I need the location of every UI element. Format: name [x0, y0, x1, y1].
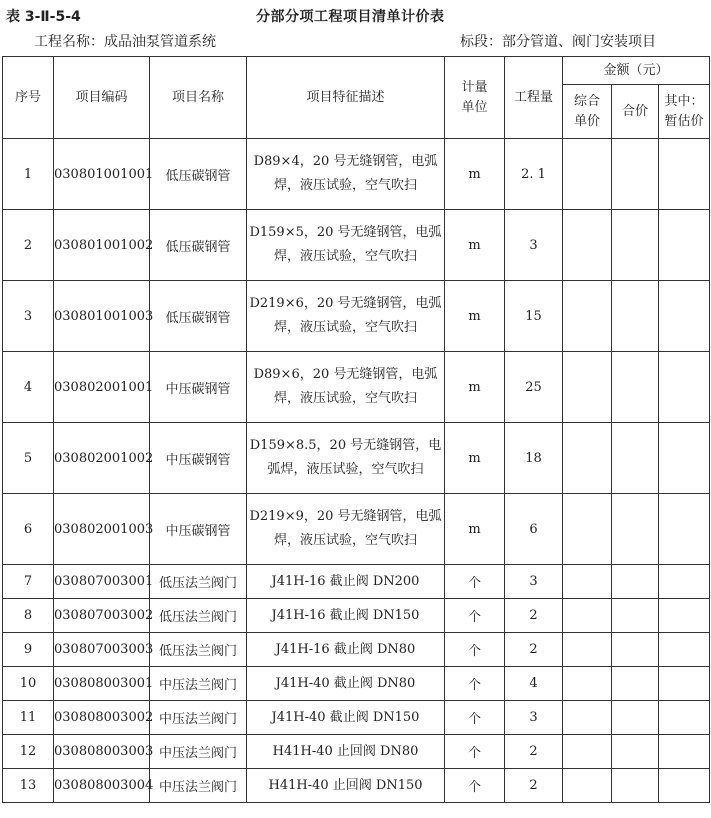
- table-caption: [0, 0, 711, 30]
- cell-qty: 3: [505, 210, 563, 281]
- cell-estimate: [659, 565, 710, 599]
- cell-estimate: [659, 352, 710, 423]
- cell-code: 030808003002: [54, 701, 150, 735]
- cell-qty: 3: [505, 565, 563, 599]
- header-total: 合价: [612, 85, 659, 139]
- cell-unit-price: [563, 210, 612, 281]
- cell-unit: 个: [445, 769, 505, 803]
- cell-name: 低压法兰阀门: [150, 633, 247, 667]
- cell-estimate: [659, 281, 710, 352]
- cell-unit-price: [563, 565, 612, 599]
- cell-seq: 7: [3, 565, 54, 599]
- project-name: 工程名称：成品油泵管道系统: [34, 34, 216, 50]
- table-row: [3, 210, 710, 281]
- table-row: [3, 565, 710, 599]
- header-unit-price-line2: 单价: [573, 113, 600, 129]
- cell-code: 030808003001: [54, 667, 150, 701]
- cell-unit-price: [563, 735, 612, 769]
- cell-seq: 12: [3, 735, 54, 769]
- cell-seq: 8: [3, 599, 54, 633]
- cell-code: 030802001003: [54, 494, 150, 565]
- cell-unit-price: [563, 599, 612, 633]
- cell-code: 030802001002: [54, 423, 150, 494]
- cell-desc: D89×4，20 号无缝钢管，电弧焊，液压试验，空气吹扫: [247, 139, 445, 210]
- cell-code: 030808003003: [54, 735, 150, 769]
- cell-estimate: [659, 423, 710, 494]
- cell-desc: D159×5，20 号无缝钢管，电弧焊，液压试验，空气吹扫: [247, 210, 445, 281]
- cell-estimate: [659, 599, 710, 633]
- cell-seq: 1: [3, 139, 54, 210]
- cell-estimate: [659, 769, 710, 803]
- cell-total: [612, 599, 659, 633]
- cell-code: 030802001001: [54, 352, 150, 423]
- cell-qty: 2: [505, 735, 563, 769]
- cell-qty: 2. 1: [505, 139, 563, 210]
- cell-desc: J41H-40 截止阀 DN150: [247, 701, 445, 735]
- cell-seq: 10: [3, 667, 54, 701]
- cell-name: 中压法兰阀门: [150, 735, 247, 769]
- cell-desc: J41H-16 截止阀 DN200: [247, 565, 445, 599]
- cell-total: [612, 139, 659, 210]
- table-row: [3, 769, 710, 803]
- header-unit-line1: 计量: [461, 79, 488, 95]
- cell-desc: H41H-40 止回阀 DN150: [247, 769, 445, 803]
- cell-seq: 3: [3, 281, 54, 352]
- cell-qty: 25: [505, 352, 563, 423]
- cell-unit-price: [563, 352, 612, 423]
- cell-estimate: [659, 633, 710, 667]
- cell-estimate: [659, 139, 710, 210]
- cell-unit: m: [445, 139, 505, 210]
- cell-unit: 个: [445, 599, 505, 633]
- section-name: 标段：部分管道、阀门安装项目: [460, 34, 656, 50]
- header-amount: 金额（元）: [563, 57, 710, 85]
- cell-qty: 15: [505, 281, 563, 352]
- cell-unit-price: [563, 423, 612, 494]
- cell-total: [612, 210, 659, 281]
- cell-total: [612, 565, 659, 599]
- cell-unit: 个: [445, 667, 505, 701]
- header-row: [3, 57, 710, 85]
- header-seq: 序号: [3, 57, 54, 139]
- header-est-line2: 暂估价: [664, 113, 704, 129]
- cell-estimate: [659, 735, 710, 769]
- cell-unit: m: [445, 494, 505, 565]
- cell-unit-price: [563, 633, 612, 667]
- cell-unit: 个: [445, 735, 505, 769]
- table-number: 表 3-Ⅱ-5-4: [6, 9, 81, 25]
- cell-unit: m: [445, 423, 505, 494]
- header-unit-price-line1: 综合: [573, 93, 600, 109]
- cell-unit-price: [563, 667, 612, 701]
- header-estimate: [659, 85, 710, 139]
- cell-desc: J41H-40 截止阀 DN80: [247, 667, 445, 701]
- cell-name: 低压碳钢管: [150, 210, 247, 281]
- cell-code: 030807003002: [54, 599, 150, 633]
- cell-qty: 18: [505, 423, 563, 494]
- cell-desc: D219×6，20 号无缝钢管，电弧焊，液压试验，空气吹扫: [247, 281, 445, 352]
- cell-code: 030801001001: [54, 139, 150, 210]
- cell-qty: 2: [505, 769, 563, 803]
- cell-qty: 4: [505, 667, 563, 701]
- cell-seq: 5: [3, 423, 54, 494]
- cell-seq: 4: [3, 352, 54, 423]
- cell-total: [612, 667, 659, 701]
- cell-seq: 6: [3, 494, 54, 565]
- cell-unit: m: [445, 352, 505, 423]
- cell-desc: J41H-16 截止阀 DN80: [247, 633, 445, 667]
- cell-total: [612, 701, 659, 735]
- cell-desc: D159×8.5，20 号无缝钢管，电弧焊，液压试验，空气吹扫: [247, 423, 445, 494]
- cell-name: 中压法兰阀门: [150, 701, 247, 735]
- cell-estimate: [659, 667, 710, 701]
- table-title: 分部分项工程项目清单计价表: [256, 9, 445, 25]
- cell-name: 中压法兰阀门: [150, 769, 247, 803]
- cell-code: 030801001003: [54, 281, 150, 352]
- cell-name: 低压碳钢管: [150, 281, 247, 352]
- cell-code: 030807003003: [54, 633, 150, 667]
- cell-total: [612, 352, 659, 423]
- cell-unit-price: [563, 769, 612, 803]
- header-unit-price: [563, 85, 612, 139]
- table-row: [3, 599, 710, 633]
- cell-unit-price: [563, 281, 612, 352]
- cell-unit: m: [445, 281, 505, 352]
- cell-name: 低压法兰阀门: [150, 565, 247, 599]
- cell-total: [612, 423, 659, 494]
- cell-unit-price: [563, 701, 612, 735]
- cell-seq: 11: [3, 701, 54, 735]
- cell-name: 中压碳钢管: [150, 494, 247, 565]
- cell-unit: 个: [445, 701, 505, 735]
- cell-desc: J41H-16 截止阀 DN150: [247, 599, 445, 633]
- cell-qty: 3: [505, 701, 563, 735]
- cell-unit-price: [563, 494, 612, 565]
- table-row: [3, 281, 710, 352]
- cell-unit: m: [445, 210, 505, 281]
- table-row: [3, 667, 710, 701]
- header-est-line1: 其中：: [664, 93, 704, 109]
- cell-desc: D89×6，20 号无缝钢管，电弧焊，液压试验，空气吹扫: [247, 352, 445, 423]
- table-row: [3, 701, 710, 735]
- cell-code: 030801001002: [54, 210, 150, 281]
- cell-total: [612, 494, 659, 565]
- cell-qty: 2: [505, 633, 563, 667]
- table-row: [3, 139, 710, 210]
- cell-estimate: [659, 701, 710, 735]
- header-qty: 工程量: [505, 57, 563, 139]
- table-row: [3, 735, 710, 769]
- cell-total: [612, 735, 659, 769]
- cell-name: 低压法兰阀门: [150, 599, 247, 633]
- header-name: 项目名称: [150, 57, 247, 139]
- cell-name: 中压碳钢管: [150, 423, 247, 494]
- table-row: [3, 352, 710, 423]
- cell-seq: 9: [3, 633, 54, 667]
- cell-total: [612, 633, 659, 667]
- cell-name: 低压碳钢管: [150, 139, 247, 210]
- cell-seq: 2: [3, 210, 54, 281]
- header-unit: [445, 57, 505, 139]
- cell-total: [612, 281, 659, 352]
- header-desc: 项目特征描述: [247, 57, 445, 139]
- cell-qty: 2: [505, 599, 563, 633]
- cell-unit: 个: [445, 565, 505, 599]
- cell-estimate: [659, 494, 710, 565]
- cell-seq: 13: [3, 769, 54, 803]
- table-row: [3, 494, 710, 565]
- header-unit-line2: 单位: [461, 99, 488, 115]
- header-code: 项目编码: [54, 57, 150, 139]
- cell-qty: 6: [505, 494, 563, 565]
- pricing-table: [2, 56, 710, 803]
- cell-total: [612, 769, 659, 803]
- cell-unit-price: [563, 139, 612, 210]
- cell-unit: 个: [445, 633, 505, 667]
- cell-estimate: [659, 210, 710, 281]
- table-row: [3, 633, 710, 667]
- cell-code: 030807003001: [54, 565, 150, 599]
- table-row: [3, 423, 710, 494]
- cell-name: 中压法兰阀门: [150, 667, 247, 701]
- cell-desc: D219×9，20 号无缝钢管，电弧焊，液压试验，空气吹扫: [247, 494, 445, 565]
- cell-code: 030808003004: [54, 769, 150, 803]
- cell-desc: H41H-40 止回阀 DN80: [247, 735, 445, 769]
- cell-name: 中压碳钢管: [150, 352, 247, 423]
